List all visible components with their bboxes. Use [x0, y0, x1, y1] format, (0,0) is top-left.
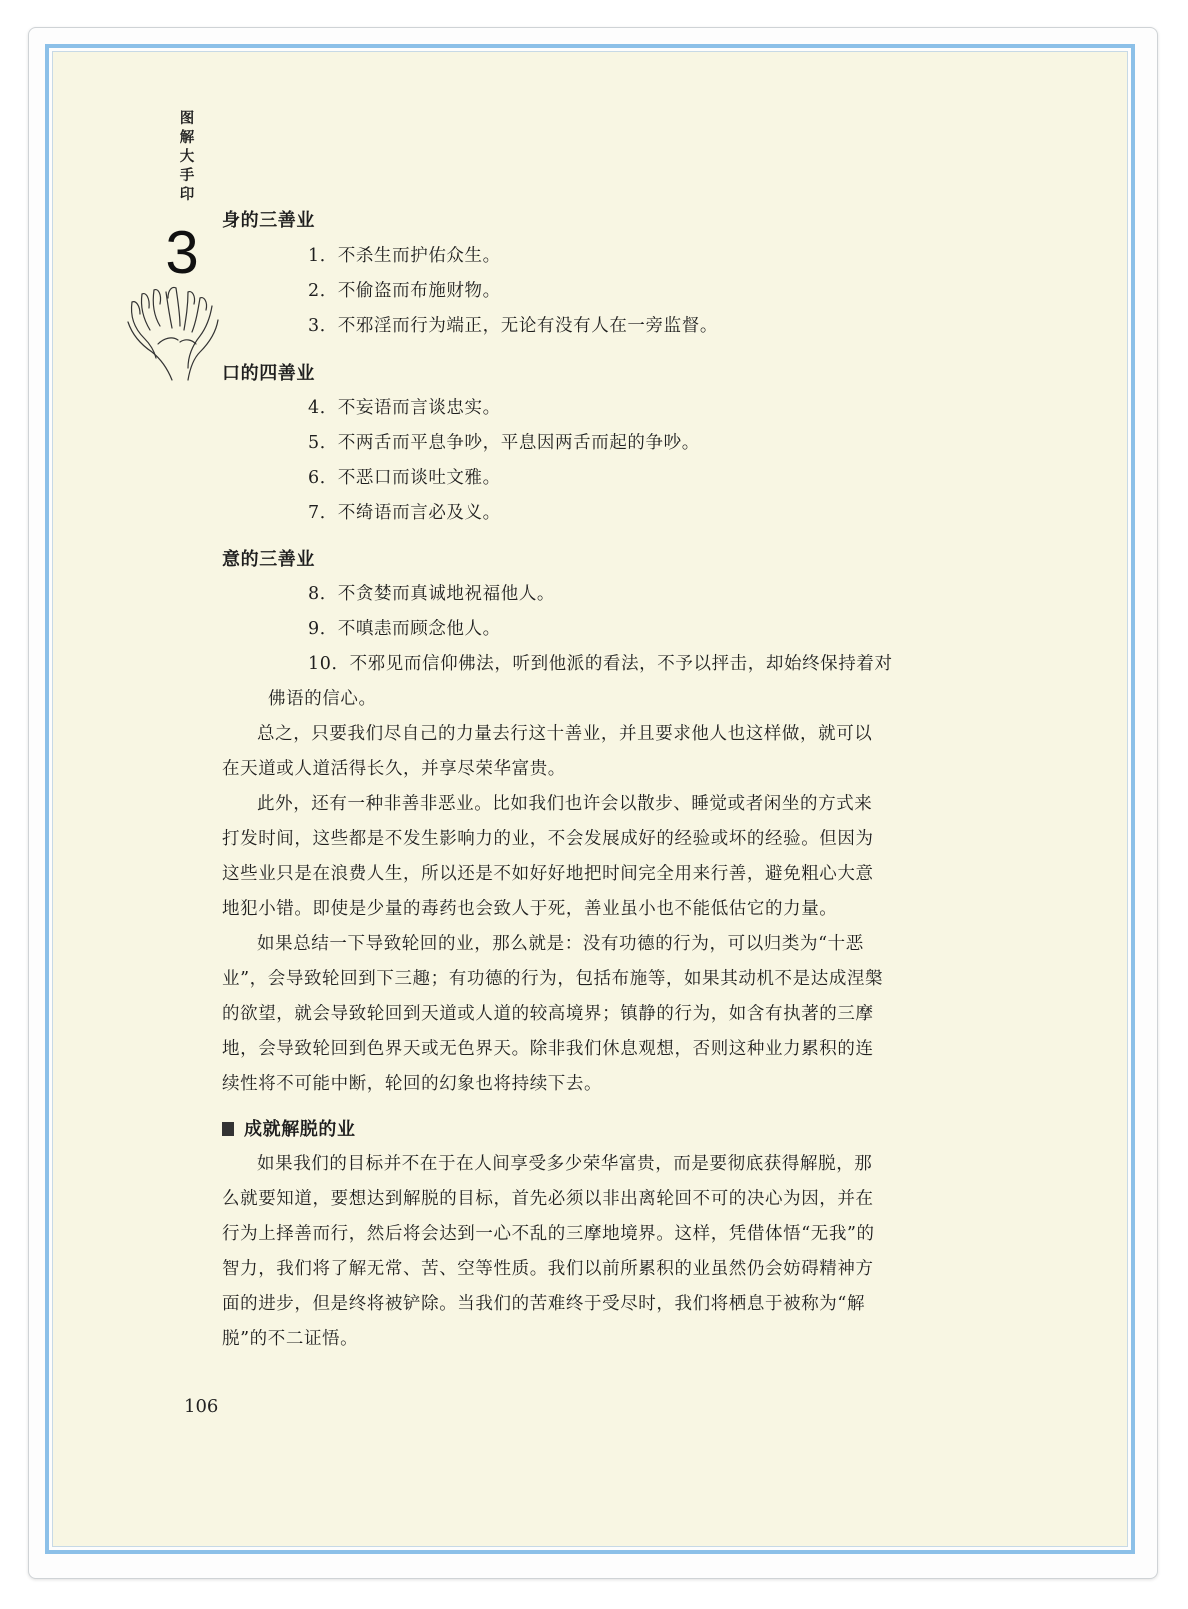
list-item: 5．不两舌而平息争吵，平息因两舌而起的争吵。 [308, 433, 700, 453]
paragraph-line: 总之，只要我们尽自己的力量去行这十善业，并且要求他人也这样做，就可以 [257, 724, 873, 744]
section-marker-icon [222, 1122, 234, 1136]
paragraph-line: 智力，我们将了解无常、苦、空等性质。我们以前所累积的业虽然仍会妨碍精神方 [222, 1259, 874, 1279]
paragraph-line: 面的进步，但是终将被铲除。当我们的苦难终于受尽时，我们将栖息于被称为“解 [222, 1294, 866, 1314]
section-heading-body: 身的三善业 [222, 210, 315, 231]
section-heading-mouth: 口的四善业 [222, 363, 315, 384]
paragraph-line: 在天道或人道活得长久，并享尽荣华富贵。 [222, 759, 566, 779]
book-title-char: 图 [179, 111, 195, 127]
paragraph-line: 如果总结一下导致轮回的业，那么就是：没有功德的行为，可以归类为“十恶 [257, 934, 864, 954]
list-item: 6．不恶口而谈吐文雅。 [308, 468, 501, 488]
paragraph-line: 续性将不可能中断，轮回的幻象也将持续下去。 [222, 1074, 603, 1094]
list-item-continuation: 佛语的信心。 [268, 689, 377, 709]
list-item: 7．不绮语而言必及义。 [308, 503, 501, 523]
paragraph-line: 么就要知道，要想达到解脱的目标，首先必须以非出离轮回不可的决心为因，并在 [222, 1189, 874, 1209]
list-item: 3．不邪淫而行为端正，无论有没有人在一旁监督。 [308, 316, 718, 336]
praying-hands-icon [118, 282, 230, 382]
page-number: 106 [184, 1396, 219, 1417]
list-item: 8．不贪婪而真诚地祝福他人。 [308, 584, 556, 604]
paragraph-line: 此外，还有一种非善非恶业。比如我们也许会以散步、睡觉或者闲坐的方式来 [257, 794, 873, 814]
book-title-char: 手 [179, 168, 195, 184]
section-heading-mind: 意的三善业 [222, 549, 315, 570]
paragraph-line: 地，会导致轮回到色界天或无色界天。除非我们休息观想，否则这种业力累积的连 [222, 1039, 874, 1059]
section-heading-liberation [222, 1112, 967, 1147]
list-item: 1．不杀生而护佑众生。 [308, 246, 501, 266]
paragraph-line: 行为上择善而行，然后将会达到一心不乱的三摩地境界。这样，凭借体悟“无我”的 [222, 1224, 875, 1244]
list-item: 9．不嗔恚而顾念他人。 [308, 619, 501, 639]
book-title-char: 解 [179, 130, 195, 146]
paragraph-line: 业”，会导致轮回到下三趣；有功德的行为，包括布施等，如果其动机不是达成涅槃 [222, 969, 884, 989]
paragraph-line: 打发时间，这些都是不发生影响力的业，不会发展成好的经验或坏的经验。但因为 [222, 829, 874, 849]
list-item: 2．不偷盗而布施财物。 [308, 281, 501, 301]
paragraph-line: 的欲望，就会导致轮回到天道或人道的较高境界；镇静的行为，如含有执著的三摩 [222, 1004, 874, 1024]
list-item: 4．不妄语而言谈忠实。 [308, 398, 501, 418]
section-heading-text: 成就解脱的业 [244, 1119, 356, 1140]
chapter-number: 3 [165, 219, 199, 286]
paragraph-line: 这些业只是在浪费人生，所以还是不如好好地把时间完全用来行善，避免粗心大意 [222, 864, 874, 884]
list-item: 10．不邪见而信仰佛法，听到他派的看法，不予以抨击，却始终保持着对 [308, 654, 893, 674]
book-title-char: 印 [179, 187, 195, 203]
book-title-char: 大 [179, 149, 195, 165]
book-title-vertical [176, 110, 198, 205]
paragraph-line: 地犯小错。即使是少量的毒药也会致人于死，善业虽小也不能低估它的力量。 [222, 899, 838, 919]
paragraph-line: 如果我们的目标并不在于在人间享受多少荣华富贵，而是要彻底获得解脱，那 [257, 1154, 873, 1174]
paragraph-line: 脱”的不二证悟。 [222, 1329, 359, 1349]
